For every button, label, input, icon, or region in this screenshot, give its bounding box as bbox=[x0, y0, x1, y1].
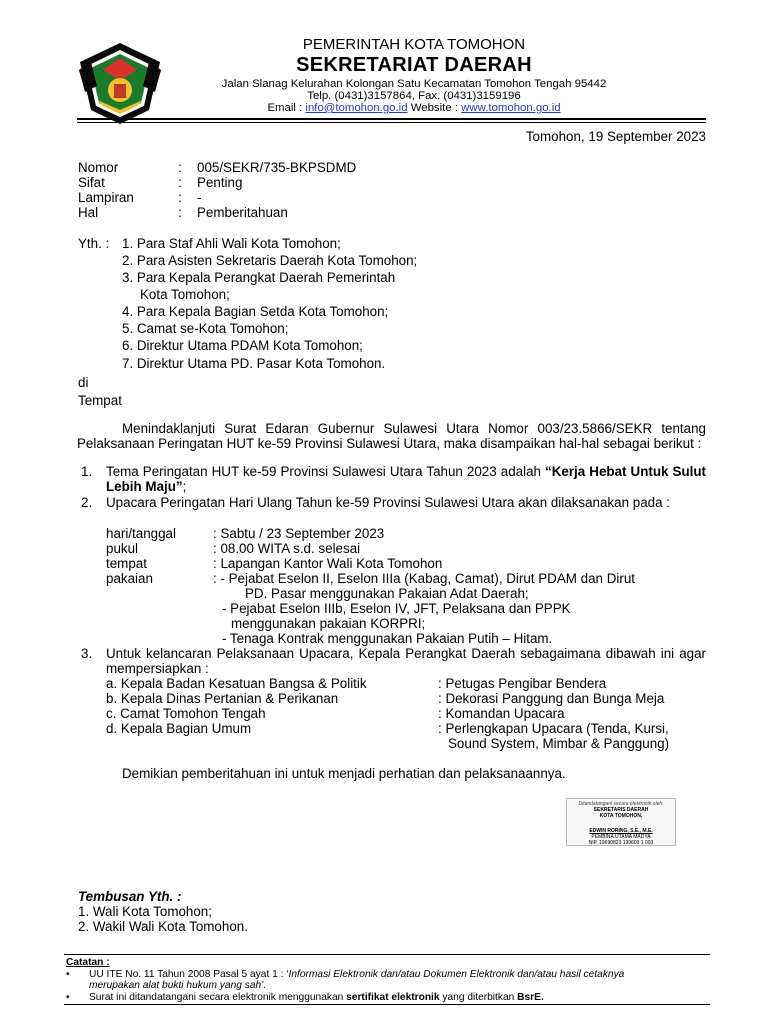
meta-value-hal: Pemberitahuan bbox=[197, 205, 288, 220]
recipient-item: 1. Para Staf Ahli Wali Kota Tomohon; bbox=[122, 236, 341, 251]
item-1-theme: “Kerja Hebat Untuk Sulut Lebih Maju” bbox=[106, 464, 706, 495]
recipient-item: 2. Para Asisten Sekretaris Daerah Kota Tomohon; bbox=[122, 253, 418, 268]
note-1-quote: Informasi Elektronik dan/atau Dokumen Elektronik dan/atau hasil cetaknya bbox=[288, 969, 625, 980]
detail-value: : 08.00 WITA s.d. selesai bbox=[213, 541, 361, 556]
detail-value: : Sabtu / 23 September 2023 bbox=[213, 526, 385, 541]
detail-value: : - Pejabat Eselon II, Eselon IIIa (Kabag, Camat), Dirut PDAM dan Dirut bbox=[213, 571, 635, 586]
item-3-text: Untuk kelancaran Pelaksanaan Upacara, Kepala Perangkat Daerah sebagaimana dibawah ini agar mempersiapkan : bbox=[106, 646, 706, 677]
note-2-mid: yang diterbitkan bbox=[439, 992, 518, 1003]
electronic-signature-box bbox=[566, 798, 676, 846]
assignment-task: : Perlengkapan Upacara (Tenda, Kursi, bbox=[438, 721, 669, 736]
catatan-box bbox=[64, 956, 710, 1005]
pakaian-line: - Tenaga Kontrak menggunakan Pakaian Putih – Hitam. bbox=[222, 631, 553, 646]
recipients-tempat: Tempat bbox=[78, 393, 122, 408]
recipient-item: 3. Para Kepala Perangkat Daerah Pemerintah bbox=[122, 270, 396, 285]
recipient-item-cont: Kota Tomohon; bbox=[140, 287, 230, 302]
catatan-rule bbox=[64, 954, 710, 955]
recipients-di: di bbox=[78, 375, 89, 390]
meta-label: Hal bbox=[78, 205, 99, 220]
detail-label: tempat bbox=[106, 556, 147, 571]
pakaian-line: - Pejabat Eselon IIIb, Eselon IV, JFT, Pelaksana dan PPPK bbox=[222, 601, 571, 616]
letterhead-rule-thin bbox=[77, 122, 706, 123]
pakaian-line: menggunakan pakaian KORPRI; bbox=[231, 616, 426, 631]
email-link[interactable]: info@tomohon.go.id bbox=[305, 102, 408, 114]
item-number: 1. bbox=[81, 464, 93, 479]
office-name: SEKRETARIAT DAERAH bbox=[296, 54, 532, 76]
catatan-title: Catatan : bbox=[66, 957, 110, 968]
note-2-cert: sertifikat elektronik bbox=[346, 992, 440, 1003]
recipient-item: 6. Direktur Utama PDAM Kota Tomohon; bbox=[122, 338, 363, 353]
item-1-lead: Tema Peringatan HUT ke-59 Provinsi Sulawesi Utara Tahun 2023 adalah bbox=[106, 464, 546, 479]
meta-colon: : bbox=[178, 160, 182, 175]
meta-value-nomor: 005/SEKR/735-BKPSDMD bbox=[197, 160, 357, 175]
recipients-prefix: Yth. : bbox=[78, 236, 110, 251]
note-2-lead: Surat ini ditandatangani secara elektronik menggunakan bbox=[89, 992, 347, 1003]
item-2-text: Upacara Peringatan Hari Ulang Tahun ke-59 Provinsi Sulawesi Utara akan dilaksanakan pada : bbox=[106, 495, 670, 510]
tembusan-title: Tembusan Yth. : bbox=[78, 889, 182, 904]
assignment-who: d. Kepala Bagian Umum bbox=[106, 721, 252, 736]
note-2-issuer: BsrE. bbox=[517, 992, 544, 1003]
detail-value: : Lapangan Kantor Wali Kota Tomohon bbox=[213, 556, 443, 571]
bullet-icon: • bbox=[66, 969, 70, 980]
closing-sentence: Demikian pemberitahuan ini untuk menjadi perhatian dan pelaksanaannya. bbox=[122, 766, 566, 781]
meta-colon: : bbox=[178, 190, 182, 205]
recipient-item: 7. Direktur Utama PD. Pasar Kota Tomohon. bbox=[122, 356, 386, 371]
website-link[interactable]: www.tomohon.go.id bbox=[461, 102, 561, 114]
meta-colon: : bbox=[178, 175, 182, 190]
government-name: PEMERINTAH KOTA TOMOHON bbox=[302, 36, 526, 53]
bullet-icon: • bbox=[66, 992, 70, 1003]
assignment-who: a. Kepala Badan Kesatuan Bangsa & Politik bbox=[106, 676, 367, 691]
assignment-who: c. Camat Tomohon Tengah bbox=[106, 706, 266, 721]
detail-label: hari/tanggal bbox=[106, 526, 176, 541]
signature-title: SEKRETARIS DAERAH bbox=[593, 807, 649, 814]
meta-colon: : bbox=[178, 205, 182, 220]
assignment-who: b. Kepala Dinas Pertanian & Perikanan bbox=[106, 691, 339, 706]
signature-rank: PEMBINA UTAMA MADYA bbox=[591, 833, 651, 840]
office-contact bbox=[0, 102, 768, 115]
meta-label: Nomor bbox=[78, 160, 119, 175]
office-phone: Telp. (0431)3157864, Fax. (0431)3159196 bbox=[307, 90, 521, 102]
tembusan-item: 1. Wali Kota Tomohon; bbox=[78, 904, 212, 919]
assignment-task-cont: Sound System, Mimbar & Panggung) bbox=[448, 736, 670, 751]
assignment-task: : Komandan Upacara bbox=[438, 706, 565, 721]
signature-note: Ditandatangani secara elektronik oleh: bbox=[578, 801, 664, 807]
intro-paragraph: Menindaklanjuti Surat Edaran Gubernur Sulawesi Utara Nomor 003/23.5866/SEKR tentang Pelaksanaan Peringatan HUT ke-59 Provinsi Sulawesi Utara, maka disampaikan hal-hal sebagai berikut : bbox=[77, 421, 706, 452]
meta-value-sifat: Penting bbox=[197, 175, 243, 190]
website-label: Website : bbox=[407, 102, 462, 114]
tembusan-item: 2. Wakil Wali Kota Tomohon. bbox=[78, 919, 248, 934]
recipient-item: 4. Para Kepala Bagian Setda Kota Tomohon; bbox=[122, 304, 389, 319]
meta-value-lampiran: - bbox=[197, 190, 202, 205]
assignment-task: : Dekorasi Panggung dan Bunga Meja bbox=[438, 691, 665, 706]
place-date: Tomohon, 19 September 2023 bbox=[525, 129, 706, 144]
detail-label: pukul bbox=[106, 541, 139, 556]
signature-space bbox=[567, 820, 675, 828]
recipient-item: 5. Camat se-Kota Tomohon; bbox=[122, 321, 289, 336]
note-1-lead: UU ITE No. 11 Tahun 2008 Pasal 5 ayat 1 : ‘ bbox=[89, 969, 289, 980]
item-1-end: ; bbox=[182, 479, 187, 495]
assignment-task: : Petugas Pengibar Bendera bbox=[438, 676, 607, 691]
item-number: 3. bbox=[81, 646, 93, 661]
meta-label: Sifat bbox=[78, 175, 105, 190]
meta-label: Lampiran bbox=[78, 190, 134, 205]
pakaian-line: PD. Pasar menggunakan Pakaian Adat Daerah; bbox=[245, 586, 529, 601]
signature-name: EDWIN RORING, S.E., M.E. bbox=[589, 827, 653, 834]
item-number: 2. bbox=[81, 495, 93, 510]
catatan-note-2 bbox=[89, 992, 544, 1004]
office-address: Jalan Slanag Kelurahan Kolongan Satu Kecamatan Tomohon Tengah 95442 bbox=[221, 78, 607, 90]
detail-label: pakaian bbox=[106, 571, 153, 586]
catatan-note-1-cont: merupakan alat bukti hukum yang sah’. bbox=[89, 980, 267, 991]
letterhead-rule-thick bbox=[77, 118, 706, 120]
signature-nip: NIP. 19690823 199603 1 003 bbox=[588, 840, 654, 847]
item-1-text bbox=[106, 464, 706, 494]
email-label: Email : bbox=[267, 102, 306, 114]
signature-title-city: KOTA TOMOHON, bbox=[599, 813, 643, 820]
